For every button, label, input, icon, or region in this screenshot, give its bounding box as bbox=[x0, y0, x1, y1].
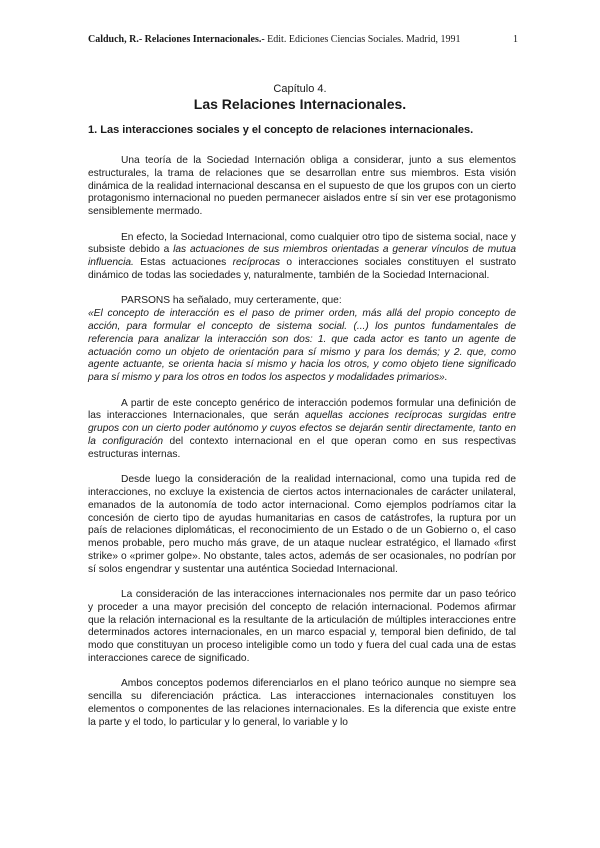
paragraph-2-emphasis-d: recíprocas bbox=[232, 257, 281, 269]
chapter-title: Las Relaciones Internacionales. bbox=[193, 96, 407, 112]
header-publisher: Edit. Ediciones Ciencias Sociales. Madrid, 1991 bbox=[264, 34, 461, 45]
paragraph-3-intro: PARSONS ha señalado, muy certeramente, que: bbox=[121, 295, 342, 307]
document-body bbox=[88, 155, 516, 742]
paragraph-5: Desde luego la consideración de la realidad internacional, como una tupida red de interacciones, no excluye la existencia de ciertos actos internacionales de carácter unilateral, emanados de la autonomía de todo actor internacional. Como ejemplos podríamos citar la concesión de cierto tipo de ayudas humanitarias en casos de catástrofes, la ruptura por un país de relaciones diplomáticas, el reconocimiento de un Estado o de un Gobierno o, el caso menos probable, pero mucho más grave, de un ataque nuclear estratégico, el llamado «first strike» o «primer golpe». No obstante, tales actos, además de ser ocasionales, no podrían por sí solos engendrar y sustentar una auténtica Sociedad Internacional. bbox=[88, 474, 516, 575]
paragraph-4-text-c: del contexto internacional en el que operan como en sus respectivas estructuras internas. bbox=[88, 435, 517, 460]
header-author: Calduch, R.- Relaciones Internacionales.- bbox=[88, 34, 265, 45]
page-header bbox=[88, 34, 518, 45]
paragraph-2-text-c: Estas actuaciones bbox=[133, 257, 233, 269]
paragraph-7: Ambos conceptos podemos diferenciarlos en el plano teórico aunque no siempre sea sencilla su diferenciación práctica. Las interacciones internacionales constituyen los elementos o componentes de las relaciones internacionales. Es la diferencia que existe entre la parte y el todo, lo particular y lo general, lo variable y lo bbox=[88, 678, 516, 728]
paragraph-4 bbox=[88, 398, 516, 462]
paragraph-2-text-e: o interacciones sociales constituyen el sustrato dinámico de todas las sociedades y, naturalmente, también de la Sociedad Internacional. bbox=[88, 257, 516, 281]
section-title: 1. Las interacciones sociales y el concepto de relaciones internacionales. bbox=[88, 124, 474, 136]
paragraph-1: Una teoría de la Sociedad Internación obliga a considerar, junto a sus elementos estructurales, la trama de relaciones que se desarrollan entre sus miembros. Esta visión dinámica de la realidad internacional descansa en el supuesto de que los grupos con un cierto protagonismo internacional no pueden permanecer aislados entre sí sin ver ese protagonismo sensiblemente mermado. bbox=[88, 155, 516, 218]
paragraph-6: La consideración de las interacciones internacionales nos permite dar un paso teórico y proceder a una mayor precisión del concepto de relación internacional. Podemos afirmar que la relación internacional es la resultante de la articulación de múltiples interacciones entre determinados actores internacionales, en un marco espacial y, temporal bien definido, de tal modo que constituyan un proceso inteligible como un todo y fuera del cual cada una de estas interacciones carece de significado. bbox=[88, 589, 516, 665]
page-number: 1 bbox=[513, 34, 518, 45]
paragraph-4-emphasis-b: aquellas acciones recíprocas surgidas entre grupos con un cierto poder autónomo y cuyos efectos se dejarán sentir directamente, tanto en la configuración bbox=[88, 410, 516, 447]
paragraph-4-text-a: A partir de este concepto genérico de interacción podemos formular una definición de las interacciones Internacionales, que serán bbox=[88, 397, 516, 422]
paragraph-2-emphasis-b: las actuaciones de sus miembros orientadas a generar vínculos de mutua influencia. bbox=[88, 244, 516, 269]
chapter-label: Capítulo 4. bbox=[273, 83, 327, 95]
paragraph-2-text-a: En efecto, la Sociedad Internacional, como cualquier otro tipo de sistema social, nace y subsiste debido a bbox=[88, 231, 516, 256]
parsons-quote: «El concepto de interacción es el paso de primer orden, más allá del propio concepto de acción, para formular el concepto de sistema social. (...) los puntos fundamentales de referencia para analizar la interacción son dos: 1. que cada actor es tanto un agente de actuación como un objeto de orientación para sí mismo y para los demás; y 2. que, como agente actuante, se orienta hacia sí mismo y hacia los otros, y como objeto tiene significado para sí mismo y para los otros en todos los aspectos y modalidades primarios». bbox=[88, 308, 516, 384]
paragraph-2 bbox=[88, 232, 516, 283]
